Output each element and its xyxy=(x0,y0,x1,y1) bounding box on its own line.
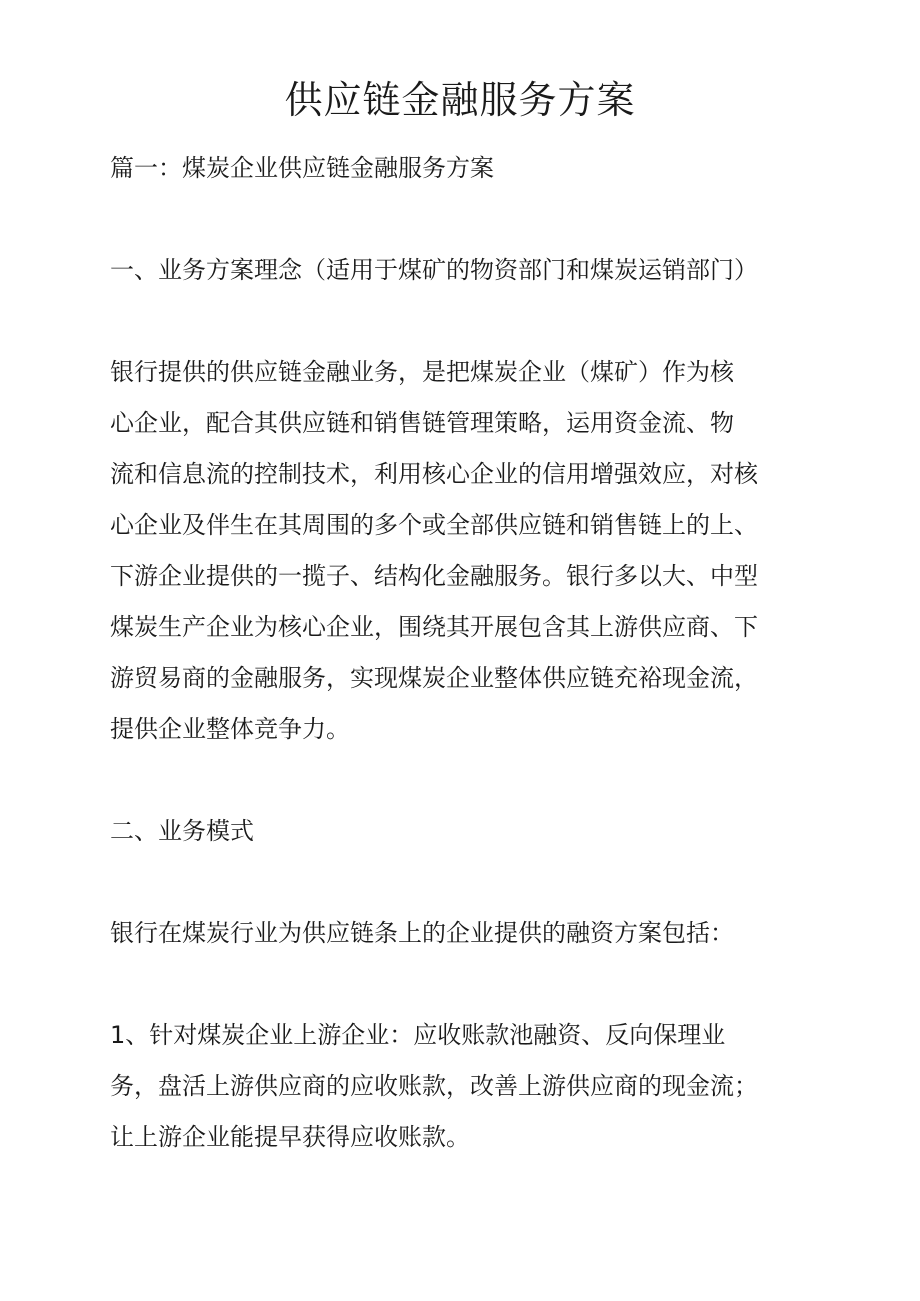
list-item-line: 务，盘活上游供应商的应收账款，改善上游供应商的现金流； xyxy=(110,1072,758,1100)
paragraph-line: 游贸易商的金融服务，实现煤炭企业整体供应链充裕现金流， xyxy=(110,664,758,692)
list-item-1 xyxy=(110,1010,822,1163)
paragraph-line: 下游企业提供的一揽子、结构化金融服务。银行多以大、中型 xyxy=(110,562,758,590)
section-heading-2: 二、业务模式 xyxy=(110,817,254,845)
section-heading-1: 一、业务方案理念（适用于煤矿的物资部门和煤炭运销部门） xyxy=(110,256,758,284)
paragraph-line: 心企业及伴生在其周围的多个或全部供应链和销售链上的上、 xyxy=(110,511,758,539)
paragraph-line: 心企业，配合其供应链和销售链管理策略，运用资金流、物 xyxy=(110,409,734,437)
document-title: 供应链金融服务方案 xyxy=(284,78,636,122)
list-item-line: 1、针对煤炭企业上游企业：应收账款池融资、反向保理业 xyxy=(110,1021,726,1049)
section-2-intro: 银行在煤炭行业为供应链条上的企业提供的融资方案包括： xyxy=(110,919,734,947)
paragraph-line: 流和信息流的控制技术，利用核心企业的信用增强效应，对核 xyxy=(110,460,758,488)
paragraph-line: 煤炭生产企业为核心企业，围绕其开展包含其上游供应商、下 xyxy=(110,613,758,641)
list-item-line: 让上游企业能提早获得应收账款。 xyxy=(110,1123,470,1151)
document-subtitle: 篇一：煤炭企业供应链金融服务方案 xyxy=(110,154,494,182)
section-1-paragraph xyxy=(110,347,822,755)
paragraph-line: 银行提供的供应链金融业务，是把煤炭企业（煤矿）作为核 xyxy=(110,358,734,386)
paragraph-line: 提供企业整体竞争力。 xyxy=(110,715,350,743)
